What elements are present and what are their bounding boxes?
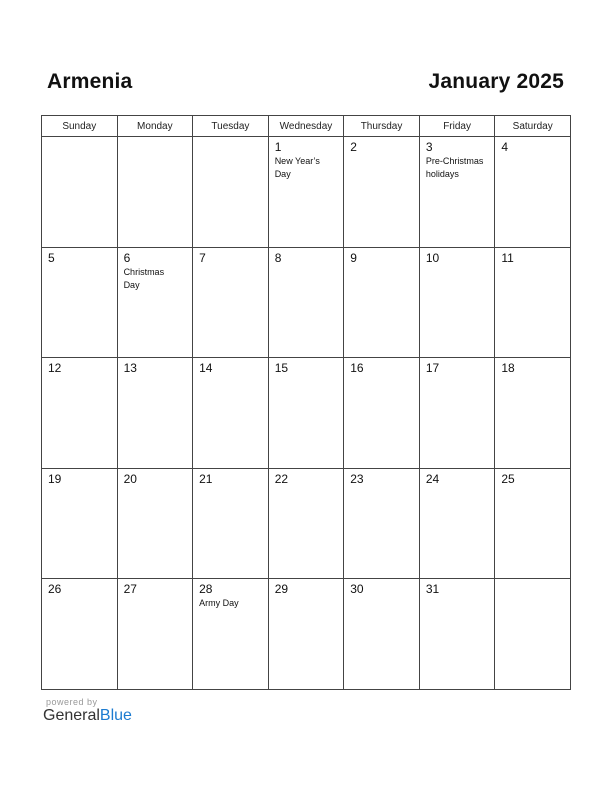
week-row [42, 468, 571, 579]
weekday-friday: Friday [419, 116, 495, 137]
day-cell [193, 579, 269, 690]
day-cell [42, 468, 118, 579]
day-cell [268, 137, 344, 248]
day-number: 20 [123, 471, 137, 486]
day-number: 25 [501, 471, 515, 486]
day-number: 19 [48, 471, 62, 486]
day-number: 26 [48, 582, 62, 596]
day-cell [42, 358, 118, 469]
day-number: 11 [501, 250, 514, 265]
day-cell [419, 468, 495, 579]
day-cell [344, 247, 420, 358]
day-cell [117, 137, 193, 248]
month-title: January 2025 [428, 70, 564, 93]
logo-general: General [43, 707, 100, 724]
day-number: 10 [425, 250, 440, 265]
day-number: 22 [274, 471, 289, 486]
holiday-label: Pre-Christmas holidays [425, 156, 484, 179]
day-cell [419, 137, 495, 248]
day-cell [419, 247, 495, 358]
day-number: 30 [350, 582, 364, 596]
day-number: 15 [274, 361, 289, 375]
day-cell [344, 137, 420, 248]
day-number: 18 [501, 361, 515, 375]
day-number: 9 [350, 250, 357, 265]
weekday-header-row [42, 116, 571, 137]
powered-by-text: powered by [46, 697, 98, 707]
day-number: 12 [48, 361, 62, 375]
weekday-saturday: Saturday [495, 116, 571, 137]
day-cell [268, 247, 344, 358]
day-cell [193, 468, 269, 579]
day-cell [117, 468, 193, 579]
week-row [42, 579, 571, 690]
day-cell [42, 579, 118, 690]
week-row [42, 358, 571, 469]
holiday-label: Army Day [199, 598, 239, 608]
day-cell [495, 579, 571, 690]
day-cell [193, 137, 269, 248]
generalblue-logo [43, 707, 132, 725]
brand-footer [43, 697, 132, 725]
day-number: 1 [274, 140, 282, 154]
day-cell [117, 247, 193, 358]
day-number: 7 [199, 250, 206, 265]
day-cell [495, 247, 571, 358]
day-cell [268, 468, 344, 579]
day-cell [193, 247, 269, 358]
calendar-grid [41, 115, 571, 690]
day-number: 5 [48, 250, 55, 265]
day-number: 21 [199, 471, 213, 486]
day-number: 29 [274, 582, 289, 596]
day-cell [495, 137, 571, 248]
day-cell [419, 358, 495, 469]
week-row [42, 137, 571, 248]
day-cell [42, 247, 118, 358]
day-number: 23 [350, 471, 364, 486]
day-number: 14 [199, 361, 213, 375]
weekday-monday: Monday [117, 116, 193, 137]
week-row [42, 247, 571, 358]
day-number: 3 [425, 140, 433, 154]
day-cell [495, 468, 571, 579]
weekday-thursday: Thursday [344, 116, 420, 137]
day-number: 28 [199, 582, 213, 596]
day-cell [268, 358, 344, 469]
day-number: 13 [123, 361, 137, 375]
day-cell [117, 358, 193, 469]
weekday-wednesday: Wednesday [268, 116, 344, 137]
day-cell [117, 579, 193, 690]
day-number: 17 [425, 361, 440, 375]
holiday-label: New Year’s Day [274, 156, 320, 179]
day-cell [344, 358, 420, 469]
day-number: 6 [123, 250, 131, 265]
day-cell [344, 579, 420, 690]
country-title: Armenia [47, 70, 133, 93]
holiday-label: Christmas Day [123, 266, 165, 290]
day-number: 31 [425, 582, 440, 596]
day-cell [344, 468, 420, 579]
day-number: 2 [350, 140, 357, 154]
day-cell [495, 358, 571, 469]
day-number: 27 [123, 582, 137, 596]
day-cell [42, 137, 118, 248]
day-number: 8 [274, 250, 282, 265]
logo-blue: Blue [99, 707, 132, 724]
day-cell [419, 579, 495, 690]
day-cell [268, 579, 344, 690]
day-number: 4 [501, 140, 509, 154]
weekday-tuesday: Tuesday [193, 116, 269, 137]
day-number: 24 [425, 471, 440, 486]
weekday-sunday: Sunday [42, 116, 118, 137]
day-cell [193, 358, 269, 469]
day-number: 16 [350, 361, 364, 375]
